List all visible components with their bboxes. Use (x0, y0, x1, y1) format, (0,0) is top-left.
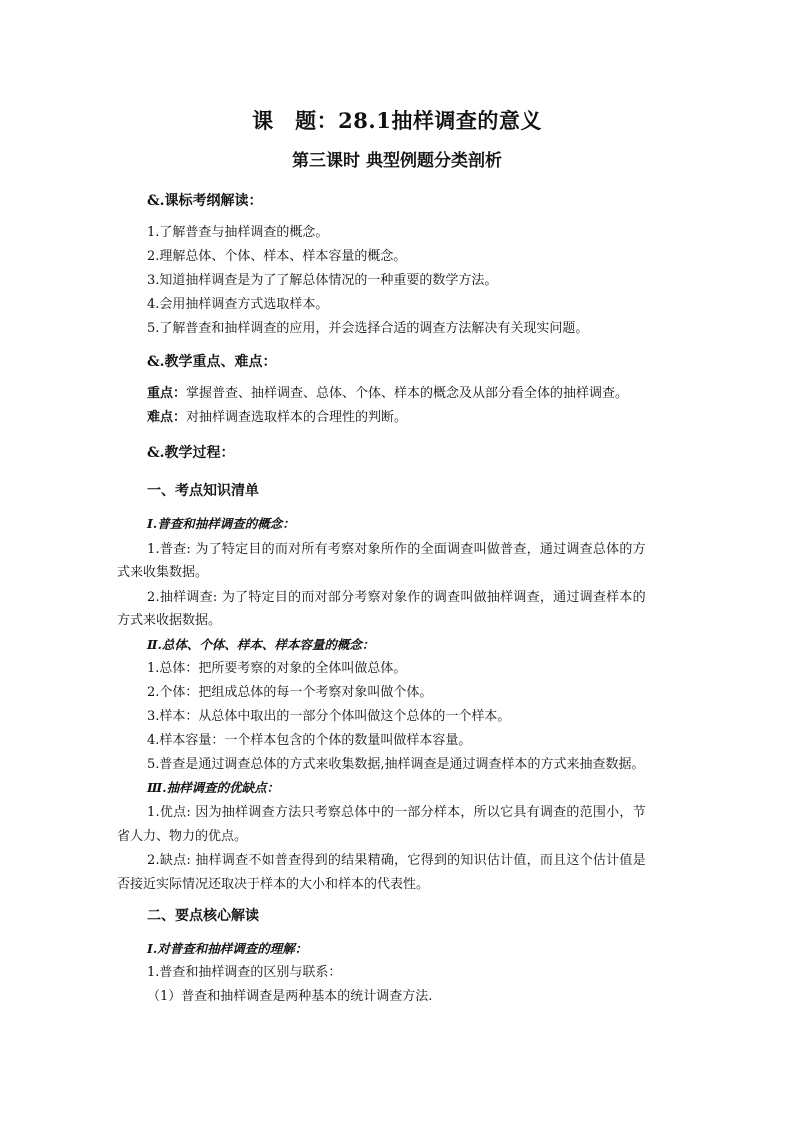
list-item: 3.知道抽样调查是为了了解总体情况的一种重要的数学方法。 (147, 273, 498, 288)
paragraph-line: 1.优点: 因为抽样调查方法只考察总体中的一部分样本，所以它具有调查的范围小，节 (147, 805, 646, 820)
list-item: 5.普查是通过调查总体的方式来收集数据,抽样调查是通过调查样本的方式来抽查数据。 (147, 757, 645, 772)
list-item: 1.了解普查与抽样调查的概念。 (147, 225, 329, 240)
paragraph-line: 方式来收据数据。 (117, 613, 222, 628)
page-title: 课 题：28.1抽样调查的意义 (252, 108, 542, 133)
list-item: 2.理解总体、个体、样本、样本容量的概念。 (147, 249, 407, 264)
difficult-point-line (147, 411, 407, 424)
subsection-heading: Ⅱ.总体、个体、样本、样本容量的概念： (147, 637, 375, 652)
paragraph-line: 1.普查: 为了特定目的而对所有考察对象所作的全面调查叫做普查，通过调查总体的方 (147, 542, 646, 557)
part-heading-core: 二、要点核心解读 (147, 908, 259, 924)
key-point-label: 重点： (147, 386, 187, 401)
list-item: 1.总体：把所要考察的对象的全体叫做总体。 (147, 661, 407, 676)
difficult-point-text: 对抽样调查选取样本的合理性的判断。 (186, 410, 408, 425)
paragraph-line: 式来收集数据。 (117, 565, 209, 580)
list-item: 4.样本容量：一个样本包含的个体的数量叫做样本容量。 (147, 733, 472, 748)
paragraph-line: 省人力、物力的优点。 (117, 829, 248, 844)
list-item: 4.会用抽样调查方式选取样本。 (147, 297, 329, 312)
key-point-line (147, 387, 628, 400)
list-item: 3.样本：从总体中取出的一部分个体叫做这个总体的一个样本。 (147, 709, 511, 724)
list-item: 2.个体：把组成总体的每一个考察对象叫做个体。 (147, 685, 433, 700)
section-heading-key-points: &.教学重点、难点： (147, 354, 277, 370)
difficult-point-label: 难点： (147, 410, 187, 425)
section-heading-standards: &.课标考纲解读： (147, 193, 263, 209)
list-item: 5.了解普查和抽样调查的应用，并会选择合适的调查方法解决有关现实问题。 (147, 321, 589, 336)
paragraph-line: 2.抽样调查: 为了特定目的而对部分考察对象作的调查叫做抽样调查，通过调查样本的 (147, 590, 646, 605)
paragraph-line: 1.普查和抽样调查的区别与联系： (147, 965, 342, 980)
paragraph-line: 2.缺点: 抽样调查不如普查得到的结果精确，它得到的知识估计值，而且这个估计值是 (147, 853, 646, 868)
subsection-heading: Ⅰ.普查和抽样调查的概念： (147, 516, 295, 531)
page-subtitle: 第三课时 典型例题分类剖析 (292, 151, 502, 171)
paragraph-line: 否接近实际情况还取决于样本的大小和样本的代表性。 (117, 877, 430, 892)
part-heading-knowledge: 一、考点知识清单 (147, 483, 259, 499)
paragraph-line: （1）普查和抽样调查是两种基本的统计调查方法. (147, 989, 433, 1004)
subsection-heading: Ⅰ.对普查和抽样调查的理解： (147, 941, 308, 956)
subsection-heading: Ⅲ.抽样调查的优缺点： (147, 780, 280, 795)
key-point-text: 掌握普查、抽样调查、总体、个体、样本的概念及从部分看全体的抽样调查。 (186, 386, 629, 401)
section-heading-process: &.教学过程： (147, 445, 235, 461)
